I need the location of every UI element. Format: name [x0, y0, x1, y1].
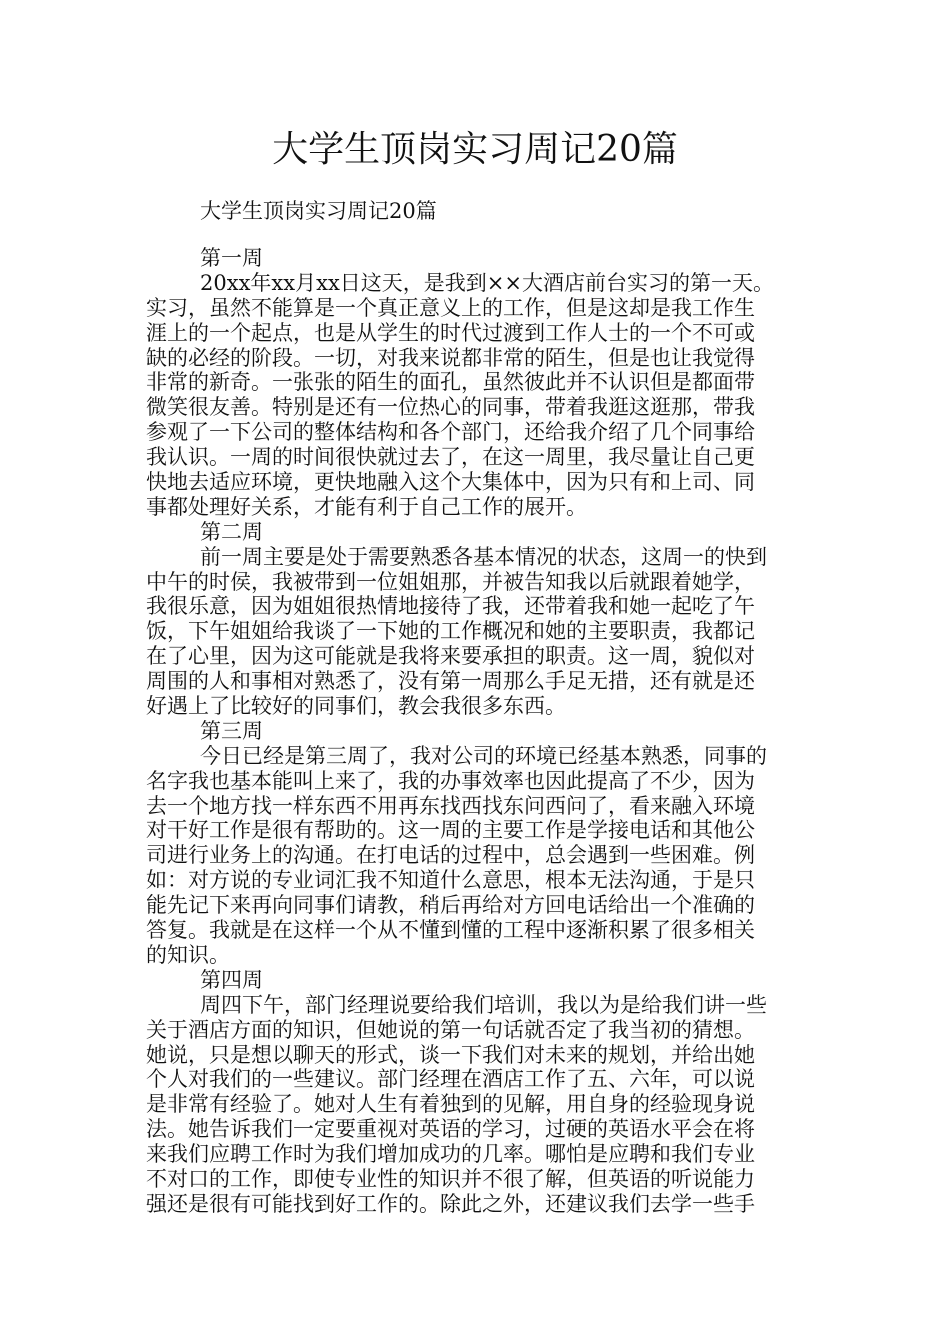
- body-line: 周四下午，部门经理说要给我们培训，我以为是给我们讲一些: [200, 992, 767, 1017]
- body-line: 的知识。: [146, 942, 230, 967]
- body-line: 在了心里，因为这可能就是我将来要承担的职责。这一周，貌似对: [146, 644, 755, 669]
- body-line: 司进行业务上的沟通。在打电话的过程中，总会遇到一些困难。例: [146, 843, 755, 868]
- body-line: 周围的人和事相对熟悉了，没有第一周那么手足无措，还有就是还: [146, 669, 755, 694]
- body-line: 非常的新奇。一张张的陌生的面孔，虽然彼此并不认识但是都面带: [146, 370, 755, 395]
- body-line: 个人对我们的一些建议。部门经理在酒店工作了五、六年，可以说: [146, 1067, 755, 1092]
- body-line: 事都处理好关系，才能有利于自己工作的展开。: [146, 494, 587, 519]
- body-line: 好遇上了比较好的同事们，教会我很多东西。: [146, 694, 566, 719]
- document-title: 大学生顶岗实习周记20篇: [272, 129, 678, 170]
- body-line: 实习，虽然不能算是一个真正意义上的工作，但是这却是我工作生: [146, 295, 755, 320]
- body-line: 第四周: [200, 967, 263, 992]
- body-line: 她说，只是想以聊天的形式，谈一下我们对未来的规划，并给出她: [146, 1042, 755, 1067]
- body-line: 能先记下来再向同事们请教，稍后再给对方回电话给出一个准确的: [146, 893, 755, 918]
- document-body: [146, 246, 808, 1217]
- body-line: 我认识。一周的时间很快就过去了，在这一周里，我尽量让自己更: [146, 445, 755, 470]
- document-subtitle: 大学生顶岗实习周记20篇: [200, 199, 437, 223]
- body-line: 去一个地方找一样东西不用再东找西找东问西问了，看来融入环境: [146, 793, 755, 818]
- body-line: 关于酒店方面的知识，但她说的第一句话就否定了我当初的猜想。: [146, 1017, 755, 1042]
- body-line: 来我们应聘工作时为我们增加成功的几率。哪怕是应聘和我们专业: [146, 1142, 755, 1167]
- body-line: 饭，下午姐姐给我谈了一下她的工作概况和她的主要职责，我都记: [146, 619, 755, 644]
- body-line: 是非常有经验了。她对人生有着独到的见解，用自身的经验现身说: [146, 1092, 755, 1117]
- body-line: 如：对方说的专业词汇我不知道什么意思，根本无法沟通，于是只: [146, 868, 755, 893]
- body-line: 法。她告诉我们一定要重视对英语的学习，过硬的英语水平会在将: [146, 1117, 755, 1142]
- body-line: 答复。我就是在这样一个从不懂到懂的工程中逐渐积累了很多相关: [146, 918, 755, 943]
- body-line: 微笑很友善。特别是还有一位热心的同事，带着我逛这逛那，带我: [146, 395, 755, 420]
- body-line: 涯上的一个起点，也是从学生的时代过渡到工作人士的一个不可或: [146, 320, 755, 345]
- body-line: 参观了一下公司的整体结构和各个部门，还给我介绍了几个同事给: [146, 420, 755, 445]
- body-line: 前一周主要是处于需要熟悉各基本情况的状态，这周一的快到: [200, 544, 767, 569]
- body-line: 对干好工作是很有帮助的。这一周的主要工作是学接电话和其他公: [146, 818, 755, 843]
- body-line: 中午的时侯，我被带到一位姐姐那，并被告知我以后就跟着她学，: [146, 569, 755, 594]
- body-line: 第三周: [200, 718, 263, 743]
- body-line: 第一周: [200, 246, 263, 270]
- body-line: 名字我也基本能叫上来了，我的办事效率也因此提高了不少，因为: [146, 768, 755, 793]
- body-line: 强还是很有可能找到好工作的。除此之外，还建议我们去学一些手: [146, 1191, 755, 1216]
- body-line: 我很乐意，因为姐姐很热情地接待了我，还带着我和她一起吃了午: [146, 594, 755, 619]
- body-line: 今日已经是第三周了，我对公司的环境已经基本熟悉，同事的: [200, 743, 767, 768]
- body-line: 快地去适应环境，更快地融入这个大集体中，因为只有和上司、同: [146, 470, 755, 495]
- body-line: 缺的必经的阶段。一切，对我来说都非常的陌生，但是也让我觉得: [146, 345, 755, 370]
- body-line: 20xx年xx月xx日这天，是我到××大酒店前台实习的第一天。: [200, 270, 774, 295]
- body-line: 不对口的工作，即使专业性的知识并不很了解，但英语的听说能力: [146, 1166, 755, 1191]
- body-line: 第二周: [200, 519, 263, 544]
